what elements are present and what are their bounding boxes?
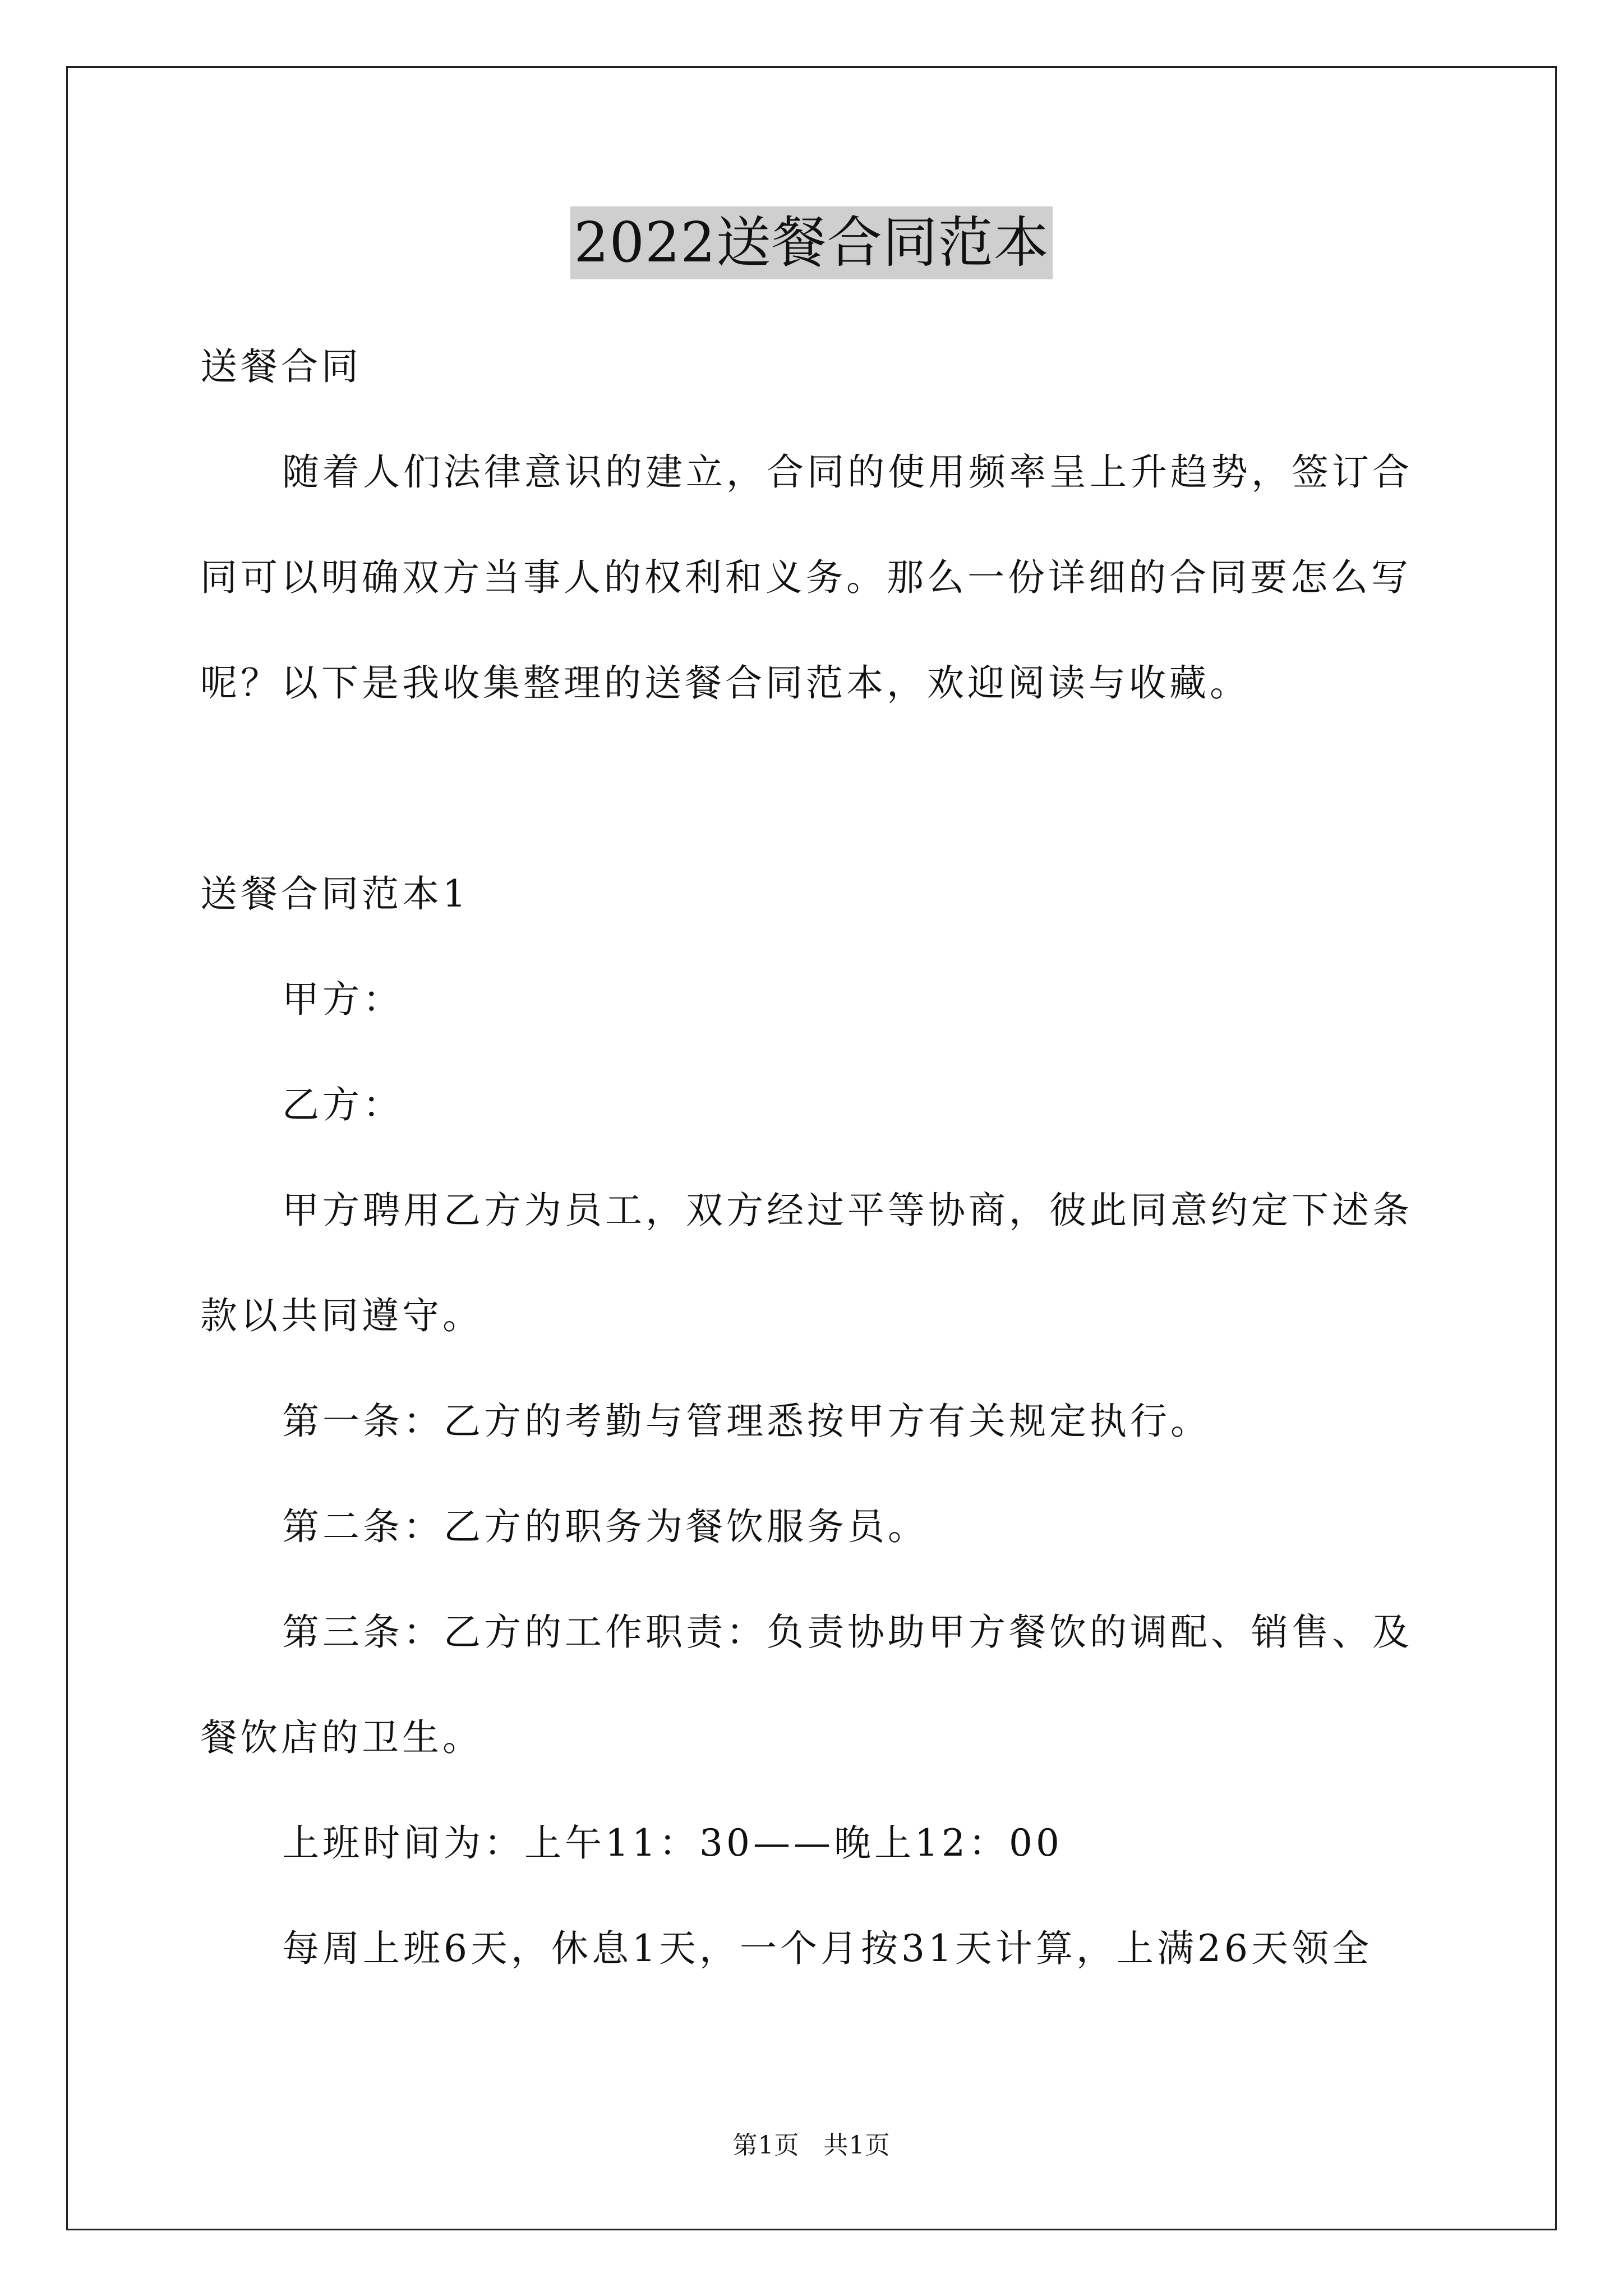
- document-body: [200, 314, 1428, 2001]
- title-container: [0, 206, 1623, 279]
- paragraph-agreement: 甲方聘用乙方为员工，双方经过平等协商，彼此同意约定下述条款以共同遵守。: [200, 1189, 1413, 1337]
- paragraph-intro: 随着人们法律意识的建立，合同的使用频率呈上升趋势，签订合同可以明确双方当事人的权利和义务。那么一份详细的合同要怎么写呢？以下是我收集整理的送餐合同范本，欢迎阅读与收藏。: [200, 450, 1413, 705]
- document-title: 2022送餐合同范本: [570, 206, 1052, 279]
- page-footer: [0, 2129, 1623, 2162]
- paragraph-party-a: 甲方：: [282, 978, 403, 1021]
- paragraph-article-1: 第一条：乙方的考勤与管理悉按甲方有关规定执行。: [282, 1400, 1211, 1443]
- page-total: 共1页: [823, 2131, 891, 2160]
- paragraph-schedule: 每周上班6天，休息1天，一个月按31天计算，上满26天领全: [282, 1927, 1372, 1970]
- paragraph-section-title: 送餐合同范本1: [200, 872, 469, 915]
- paragraph-article-2: 第二条：乙方的职务为餐饮服务员。: [282, 1505, 928, 1548]
- paragraph-party-b: 乙方：: [282, 1083, 403, 1126]
- paragraph-work-hours: 上班时间为：上午11：30——晚上12：00: [282, 1821, 1063, 1865]
- paragraph-article-3: 第三条：乙方的工作职责：负责协助甲方餐饮的调配、销售、及餐饮店的卫生。: [200, 1611, 1413, 1759]
- page-number: 第1页: [732, 2131, 800, 2160]
- section-spacer: [200, 736, 1428, 841]
- paragraph-heading: 送餐合同: [200, 345, 362, 388]
